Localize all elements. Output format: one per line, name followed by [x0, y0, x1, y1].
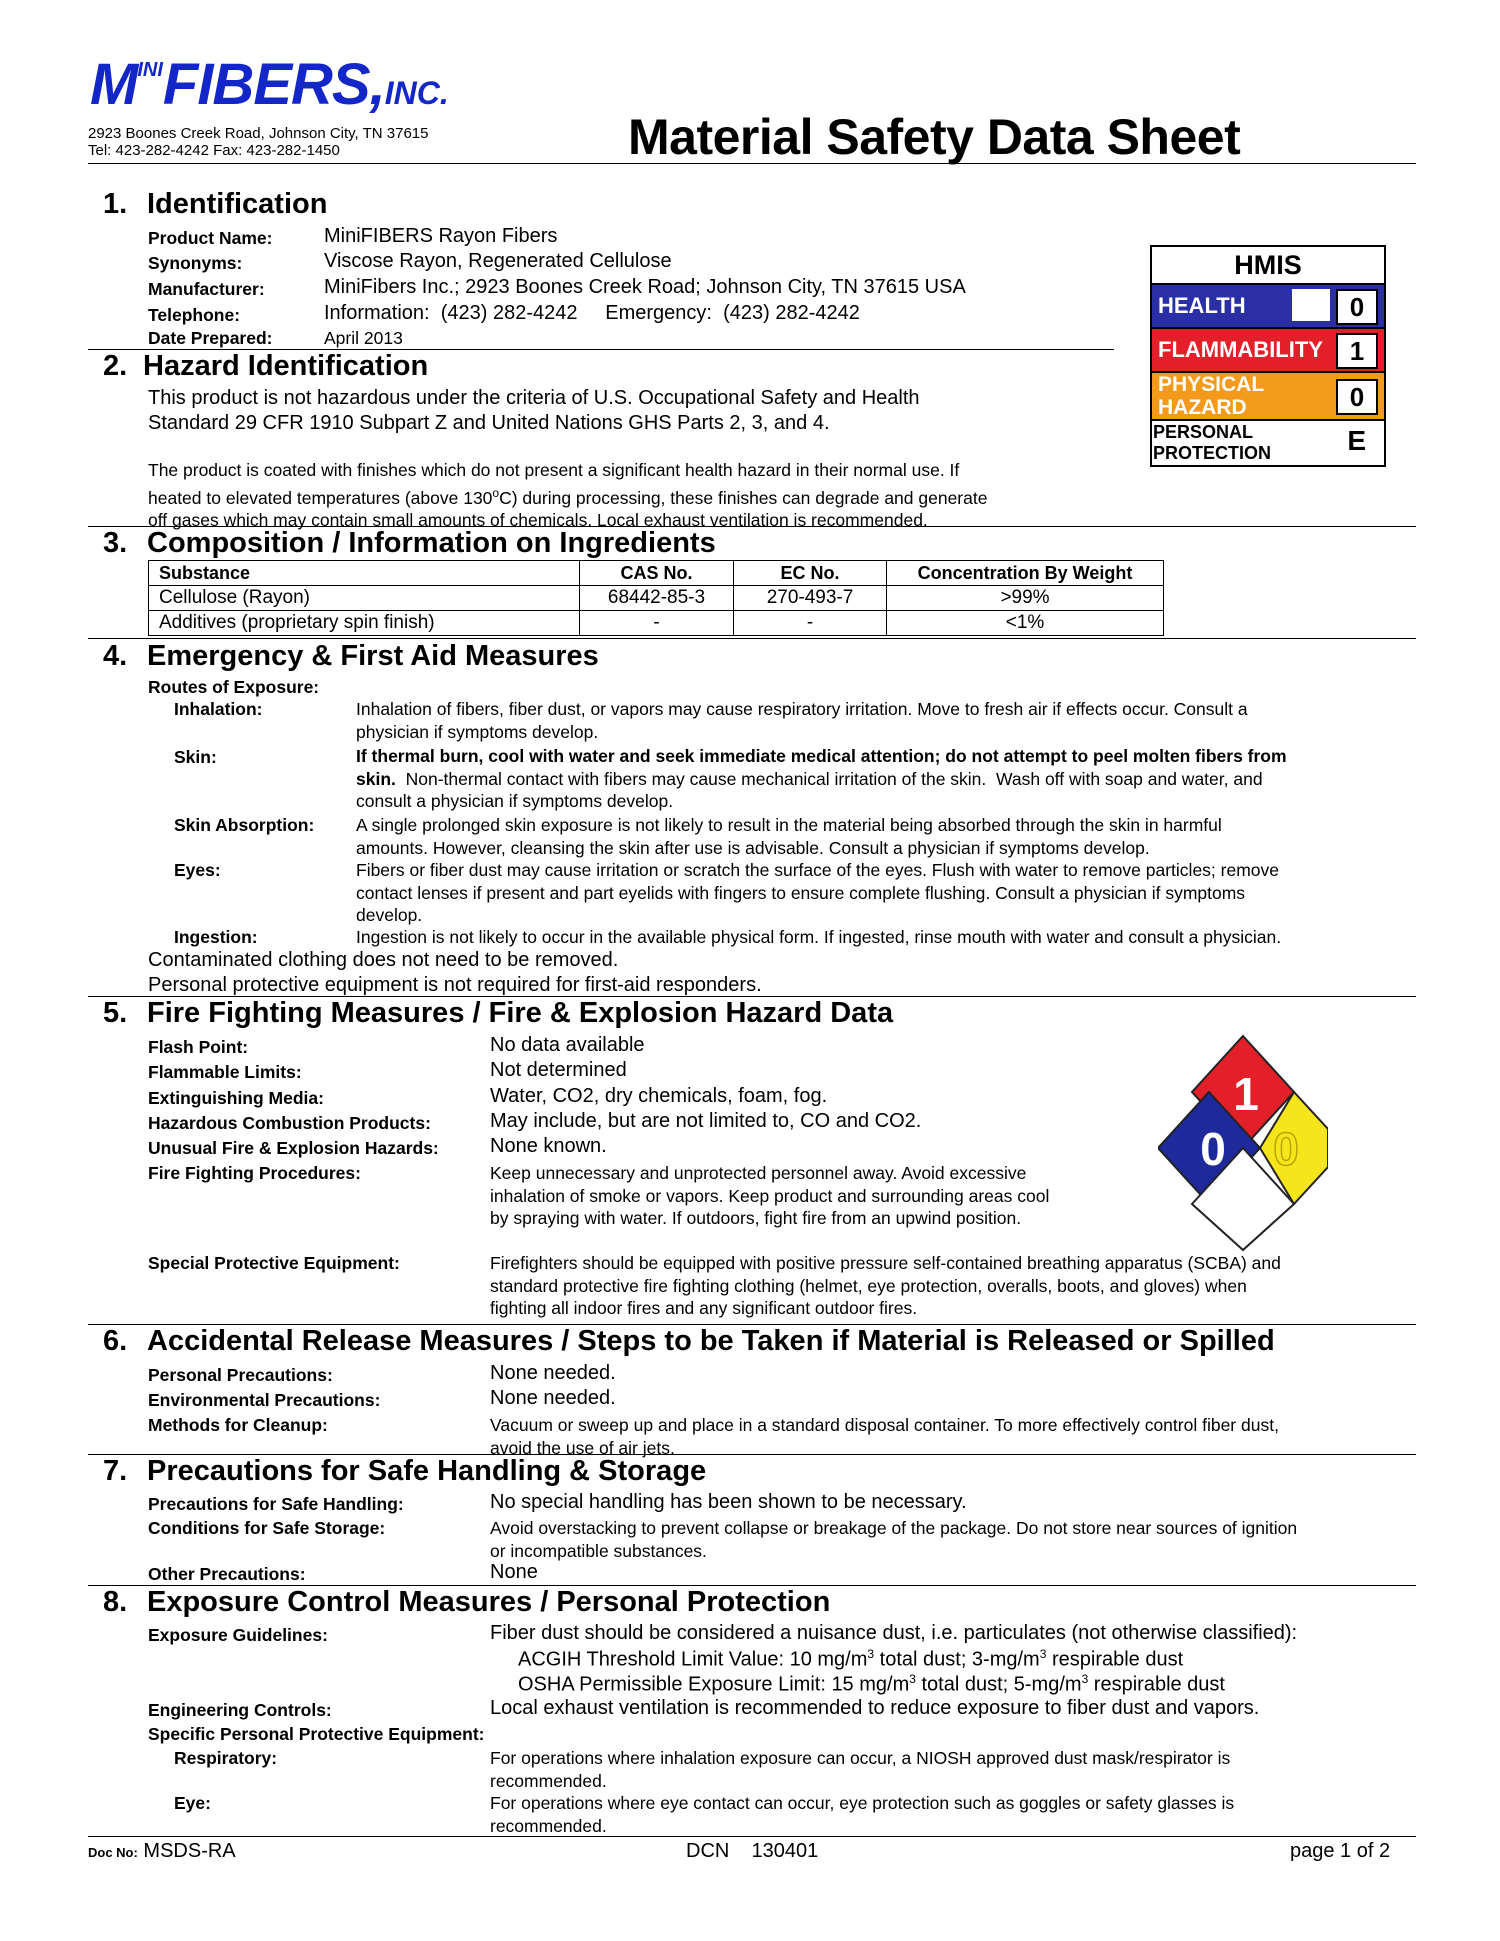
acgih-c: respirable dust	[1046, 1648, 1184, 1671]
section-6-heading	[103, 1325, 1275, 1358]
section-7-title: Precautions for Safe Handling & Storage	[147, 1455, 707, 1487]
cube-superscript: 3	[1039, 1647, 1047, 1661]
flash-point-value: No data available	[490, 1034, 645, 1056]
date-value: April 2013	[324, 328, 403, 348]
section-4-heading	[103, 640, 599, 673]
table-cell: >99%	[887, 586, 1164, 611]
cube-superscript: 3	[909, 1672, 916, 1686]
section-8-rule	[88, 1836, 1416, 1837]
section-4-title: Emergency & First Aid Measures	[147, 640, 599, 672]
section-3-title: Composition / Information on Ingredients	[147, 527, 716, 559]
manufacturer-value: MiniFibers Inc.; 2923 Boones Creek Road; Johnson City, TN 37615 USA	[324, 276, 966, 298]
environmental-precautions-value: None needed.	[490, 1387, 616, 1409]
section-3-number: 3.	[103, 527, 128, 559]
hmis-physical-label-1: PHYSICAL	[1158, 373, 1265, 396]
section-6-number: 6.	[103, 1325, 128, 1357]
logo-mini: INI	[137, 59, 163, 81]
doc-value: MSDS-RA	[143, 1840, 236, 1862]
resp-line-2: recommended.	[490, 1770, 607, 1791]
section-6-title: Accidental Release Measures / Steps to be Taken if Material is Released or Spilled	[147, 1325, 1275, 1357]
hmis-health-value: 0	[1336, 289, 1378, 325]
section-5-number: 5.	[103, 997, 128, 1029]
section-3-rule	[88, 638, 1416, 639]
table-cell: Additives (proprietary spin finish)	[149, 611, 580, 636]
osha-a: OSHA Permissible Exposure Limit: 15 mg/m	[518, 1673, 910, 1696]
safe-handling-label: Precautions for Safe Handling:	[148, 1494, 404, 1514]
eyes-label: Eyes:	[174, 860, 221, 880]
product-name-value: MiniFIBERS Rayon Fibers	[324, 225, 558, 247]
address-line: 2923 Boones Creek Road, Johnson City, TN 37615	[88, 125, 429, 142]
hmis-title: HMIS	[1234, 250, 1302, 280]
column-header: Concentration By Weight	[887, 561, 1164, 586]
inhalation-line-1: Inhalation of fibers, fiber dust, or vapors may cause respiratory irritation. Move to fresh air if effects occur. Consult a	[356, 699, 1248, 719]
unusual-hazards-value: None known.	[490, 1135, 607, 1157]
respiratory-text	[490, 1747, 1230, 1792]
safe-storage-label: Conditions for Safe Storage:	[148, 1518, 386, 1538]
column-header: CAS No.	[580, 561, 734, 586]
telephone-label: Telephone:	[148, 305, 241, 325]
storage-line-2: or incompatible substances.	[490, 1540, 707, 1561]
skin-line-1: If thermal burn, cool with water and seek immediate medical attention; do not attempt to peel molten fibers from	[356, 746, 1287, 766]
nfpa-health-value: 0	[1200, 1123, 1226, 1175]
special-equipment-text	[490, 1252, 1281, 1320]
table-cell: Cellulose (Rayon)	[149, 586, 580, 611]
special-equipment-label: Special Protective Equipment:	[148, 1253, 400, 1273]
section-1-heading	[103, 188, 327, 221]
section-1-title: Identification	[147, 188, 328, 220]
routes-label: Routes of Exposure:	[148, 677, 320, 697]
hmis-label	[1150, 245, 1386, 467]
skin-text	[356, 745, 1287, 813]
logo-fibers: FIBERS,	[162, 52, 385, 117]
nfpa-diamond	[1158, 1030, 1328, 1252]
procedures-line-2: inhalation of smoke or vapors. Keep product and surrounding areas cool	[490, 1185, 1050, 1206]
telephone-value: Information: (423) 282-4242 Emergency: (423) 282-4242	[324, 302, 860, 324]
procedures-line-3: by spraying with water. If outdoors, fight fire from an upwind position.	[490, 1208, 1022, 1228]
table-header-row	[149, 561, 1164, 586]
section-4-number: 4.	[103, 640, 128, 672]
section-7-heading	[103, 1455, 706, 1488]
date-label: Date Prepared:	[148, 328, 273, 348]
first-aid-note-1: Contaminated clothing does not need to be removed.	[148, 949, 619, 971]
column-header: Substance	[149, 561, 580, 586]
section-2-title: Hazard Identification	[143, 350, 429, 382]
doc-number	[88, 1840, 236, 1863]
section-1-number: 1.	[103, 188, 128, 220]
skin-absorption-text	[356, 814, 1222, 859]
table-row	[149, 611, 1164, 636]
cleanup-text	[490, 1414, 1279, 1459]
exposure-guidelines-label: Exposure Guidelines:	[148, 1625, 328, 1645]
section-3-heading	[103, 527, 716, 560]
hmis-physical-label	[1158, 373, 1264, 419]
table-cell: -	[580, 611, 734, 636]
acgih-a: ACGIH Threshold Limit Value: 10 mg/m	[518, 1648, 868, 1671]
cube-superscript: 3	[1081, 1672, 1089, 1686]
table-cell: 68442-85-3	[580, 586, 734, 611]
flash-point-label: Flash Point:	[148, 1037, 249, 1057]
hmis-ppe-row	[1152, 419, 1384, 465]
cleanup-line-1: Vacuum or sweep up and place in a standard disposal container. To more effectively control fiber dust,	[490, 1415, 1279, 1435]
absorption-line-2: amounts. However, cleansing the skin after use is advisable. Consult a physician if symptoms develop.	[356, 837, 1150, 858]
hmis-physical-row	[1152, 371, 1384, 419]
section-5-heading	[103, 997, 893, 1030]
spe-line-1: Firefighters should be equipped with positive pressure self-contained breathing apparatus (SCBA) and	[490, 1253, 1281, 1273]
spe-line-3: fighting all indoor fires and any significant outdoor fires.	[490, 1298, 918, 1318]
acgih-b: total dust; 3-mg/m	[874, 1648, 1040, 1671]
section-7-number: 7.	[103, 1455, 128, 1487]
fire-procedures-text	[490, 1162, 1049, 1230]
eyes-text	[356, 859, 1279, 927]
hmis-health-row	[1152, 283, 1384, 327]
hmis-ppe-value: E	[1347, 425, 1366, 456]
engineering-controls-value: Local exhaust ventilation is recommended to reduce exposure to fiber dust and vapors.	[490, 1697, 1260, 1719]
hazard-statement	[148, 386, 920, 436]
osha-b: total dust; 5-mg/m	[915, 1673, 1082, 1696]
ppe-label: Specific Personal Protective Equipment:	[148, 1724, 485, 1744]
eye-line-2: recommended.	[490, 1815, 607, 1836]
procedures-line-1: Keep unnecessary and unprotected personnel away. Avoid excessive	[490, 1163, 1027, 1183]
hmis-health-blank	[1292, 289, 1330, 321]
skin-line-3: consult a physician if symptoms develop.	[356, 791, 674, 811]
fire-procedures-label: Fire Fighting Procedures:	[148, 1163, 361, 1183]
section-2-heading	[103, 350, 428, 383]
hazard-note-2b: C) during processing, these finishes can degrade and generate	[499, 487, 988, 508]
absorption-line-1: A single prolonged skin exposure is not likely to result in the material being absorbed through the skin in harmful	[356, 815, 1222, 835]
doc-label: Doc No:	[88, 1845, 138, 1860]
hmis-physical-label-2: HAZARD	[1158, 396, 1247, 419]
column-header: EC No.	[734, 561, 887, 586]
respiratory-label: Respiratory:	[174, 1748, 278, 1768]
section-2-number: 2.	[103, 350, 128, 382]
eyes-line-1: Fibers or fiber dust may cause irritation or scratch the surface of the eyes. Flush with water to remove particles; remove	[356, 860, 1280, 880]
safe-handling-value: No special handling has been shown to be necessary.	[490, 1491, 967, 1513]
hmis-flammability-row	[1152, 327, 1384, 371]
dcn-number: DCN 130401	[686, 1840, 819, 1862]
resp-line-1: For operations where inhalation exposure can occur, a NIOSH approved dust mask/respirator is	[490, 1748, 1231, 1768]
spe-line-2: standard protective fire fighting clothing (helmet, eye protection, overalls, boots, and gloves) when	[490, 1275, 1247, 1296]
inhalation-text	[356, 698, 1248, 743]
synonyms-label: Synonyms:	[148, 253, 243, 273]
table-cell: -	[734, 611, 887, 636]
eye-label: Eye:	[174, 1793, 211, 1813]
hmis-ppe-label-2: PROTECTION	[1153, 443, 1272, 463]
cleanup-line-2: avoid the use of air jets.	[490, 1437, 675, 1458]
hmis-physical-value: 0	[1336, 379, 1378, 415]
first-aid-notes	[148, 948, 762, 998]
flammable-limits-label: Flammable Limits:	[148, 1062, 302, 1082]
eyes-line-2: contact lenses if present and part eyelids with fingers to ensure complete flushing. Consult a physician if symptoms	[356, 882, 1246, 903]
logo-suffix: INC.	[384, 75, 449, 111]
extinguishing-media-value: Water, CO2, dry chemicals, foam, fog.	[490, 1085, 828, 1107]
nfpa-instability-value: 0	[1273, 1123, 1299, 1175]
hmis-flammability-label: FLAMMABILITY	[1158, 337, 1323, 362]
inhalation-label: Inhalation:	[174, 699, 263, 719]
safe-storage-text	[490, 1517, 1297, 1562]
ingestion-text: Ingestion is not likely to occur in the available physical form. If ingested, rinse mouth with water and consult a physician.	[356, 927, 1282, 947]
company-address	[88, 125, 429, 159]
hazard-note-2a: heated to elevated temperatures (above 130	[148, 487, 493, 508]
section-5-title: Fire Fighting Measures / Fire & Explosion Hazard Data	[147, 997, 894, 1029]
skin-absorption-label: Skin Absorption:	[174, 815, 315, 835]
flammable-limits-value: Not determined	[490, 1059, 627, 1081]
nfpa-flammability-value: 1	[1233, 1068, 1259, 1120]
ingestion-label: Ingestion:	[174, 927, 258, 947]
hmis-flammability-value: 1	[1336, 333, 1378, 369]
section-8-title: Exposure Control Measures / Personal Protection	[147, 1586, 831, 1618]
cleanup-label: Methods for Cleanup:	[148, 1415, 328, 1435]
hazard-note-2	[148, 482, 987, 509]
unusual-hazards-label: Unusual Fire & Explosion Hazards:	[148, 1138, 439, 1158]
hazard-note-3: off gases which may contain small amounts of chemicals. Local exhaust ventilation is recommended.	[148, 509, 928, 530]
manufacturer-label: Manufacturer:	[148, 279, 265, 299]
hmis-health-label: HEALTH	[1158, 293, 1246, 318]
hazard-note	[148, 459, 987, 531]
degree-mark: o	[492, 485, 500, 500]
cube-superscript: 3	[867, 1647, 875, 1661]
company-logo	[90, 52, 449, 117]
page-number: page 1 of 2	[1290, 1840, 1391, 1862]
product-name-label: Product Name:	[148, 228, 273, 248]
skin-bold-2: skin.	[356, 768, 396, 789]
first-aid-note-2: Personal protective equipment is not required for first-aid responders.	[148, 974, 762, 996]
inhalation-line-2: physician if symptoms develop.	[356, 721, 599, 742]
osha-line	[518, 1672, 1225, 1697]
hazard-line-2: Standard 29 CFR 1910 Subpart Z and United Nations GHS Parts 2, 3, and 4.	[148, 412, 830, 434]
phone-fax-line: Tel: 423-282-4242 Fax: 423-282-1450	[88, 142, 340, 159]
exposure-guidelines-value: Fiber dust should be considered a nuisance dust, i.e. particulates (not otherwise classified):	[490, 1622, 1298, 1644]
page-title: Material Safety Data Sheet	[628, 109, 1241, 165]
section-8-number: 8.	[103, 1586, 128, 1618]
logo-m: M	[90, 52, 138, 117]
table-row	[149, 586, 1164, 611]
osha-c: respirable dust	[1088, 1673, 1225, 1696]
other-precautions-value: None	[490, 1561, 538, 1583]
synonyms-value: Viscose Rayon, Regenerated Cellulose	[324, 250, 672, 272]
storage-line-1: Avoid overstacking to prevent collapse or breakage of the package. Do not store near sources of ignition	[490, 1518, 1298, 1538]
skin-label: Skin:	[174, 747, 217, 767]
personal-precautions-value: None needed.	[490, 1362, 616, 1384]
hazard-note-1: The product is coated with finishes which do not present a significant health hazard in their normal use. If	[148, 460, 960, 480]
combustion-products-label: Hazardous Combustion Products:	[148, 1113, 431, 1133]
combustion-products-value: May include, but are not limited to, CO and CO2.	[490, 1110, 922, 1132]
engineering-controls-label: Engineering Controls:	[148, 1700, 332, 1720]
table-cell: <1%	[887, 611, 1164, 636]
personal-precautions-label: Personal Precautions:	[148, 1365, 333, 1385]
hmis-ppe-label	[1153, 422, 1271, 464]
table-cell: 270-493-7	[734, 586, 887, 611]
other-precautions-label: Other Precautions:	[148, 1564, 306, 1584]
acgih-line	[518, 1647, 1183, 1672]
composition-table	[148, 560, 1164, 636]
skin-line-2-rest: Non-thermal contact with fibers may cause mechanical irritation of the skin. Wash off with soap and water, and	[395, 768, 1263, 789]
extinguishing-media-label: Extinguishing Media:	[148, 1088, 324, 1108]
hmis-ppe-label-1: PERSONAL	[1153, 422, 1254, 442]
eye-line-1: For operations where eye contact can occur, eye protection such as goggles or safety glasses is	[490, 1793, 1235, 1813]
eye-text	[490, 1792, 1234, 1837]
skin-line-2	[356, 768, 1287, 791]
section-8-heading	[103, 1586, 830, 1619]
hazard-line-1: This product is not hazardous under the criteria of U.S. Occupational Safety and Health	[148, 387, 920, 409]
header-rule	[88, 163, 1416, 164]
eyes-line-3: develop.	[356, 905, 423, 925]
environmental-precautions-label: Environmental Precautions:	[148, 1390, 381, 1410]
